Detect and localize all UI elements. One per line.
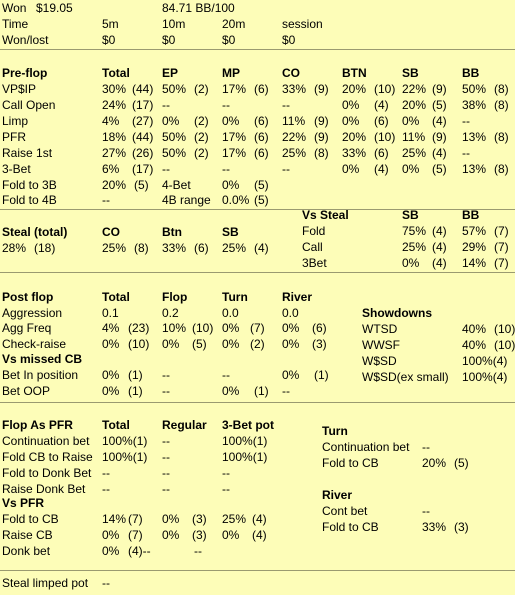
bet-in-position-value: -- bbox=[162, 368, 170, 382]
preflop-cell: 0% bbox=[342, 98, 360, 112]
agg-freq-value: (23) bbox=[128, 321, 150, 335]
flop-pfr-cell: -- bbox=[222, 482, 230, 496]
preflop-cell: (8) bbox=[494, 130, 509, 144]
preflop-cell: 4% bbox=[102, 114, 120, 128]
agg-freq-value: (10) bbox=[192, 321, 214, 335]
vs-steal-cell: (7) bbox=[494, 240, 509, 254]
preflop-cell: 50% bbox=[162, 82, 187, 96]
preflop-cell: Raise 1st bbox=[2, 146, 53, 160]
steal-sb-count: (4) bbox=[254, 241, 269, 255]
turn-fold-cb-label: Fold to CB bbox=[322, 456, 379, 470]
donk-bet-value: -- bbox=[194, 544, 202, 558]
check-raise-label: Check-raise bbox=[2, 337, 67, 351]
showdowns-cell: 100%(4) bbox=[462, 370, 508, 384]
flop-pfr-cell: Raise Donk Bet bbox=[2, 482, 86, 496]
agg-freq-value: 0% bbox=[282, 321, 300, 335]
showdowns-title: Showdowns bbox=[362, 306, 432, 320]
vs-pfr-fold-cb-value: 25% bbox=[222, 512, 247, 526]
fold-to-3bet-label: Fold to 3B bbox=[2, 178, 57, 192]
vs-pfr-raise-cb-value: 0% bbox=[222, 528, 240, 542]
vs-pfr-raise-cb-value: (4) bbox=[252, 528, 267, 542]
bet-oop-value: -- bbox=[162, 384, 170, 398]
river-cb-value: -- bbox=[422, 504, 430, 518]
bet-oop-value: (1) bbox=[254, 384, 269, 398]
vs-pfr-raise-cb-label: Raise CB bbox=[2, 528, 53, 542]
fold-to-3bet-value: 20% bbox=[102, 178, 127, 192]
flop-pfr-header: Regular bbox=[162, 418, 207, 432]
preflop-cell: (6) bbox=[254, 82, 269, 96]
flop-pfr-cell: -- bbox=[162, 482, 170, 496]
turn-title: Turn bbox=[322, 424, 348, 438]
vs-steal-cell: (4) bbox=[432, 240, 447, 254]
turn-fold-cb-count: (5) bbox=[454, 456, 469, 470]
preflop-header: Total bbox=[102, 66, 130, 80]
preflop-cell: (4) bbox=[432, 114, 447, 128]
preflop-cell: Call Open bbox=[2, 98, 56, 112]
preflop-cell: (44) bbox=[132, 130, 154, 144]
preflop-cell: (9) bbox=[314, 114, 329, 128]
vs-steal-cell: (7) bbox=[494, 224, 509, 238]
aggression-value: 0.0 bbox=[222, 306, 239, 320]
preflop-cell: 11% bbox=[402, 130, 426, 144]
vs-steal-cell: (4) bbox=[432, 256, 447, 270]
steal-co-header: CO bbox=[102, 225, 120, 239]
check-raise-value: 0% bbox=[102, 337, 120, 351]
preflop-cell: (17) bbox=[132, 162, 154, 176]
wonlost-10m: $0 bbox=[162, 33, 176, 47]
vs-steal-cell: 14% bbox=[462, 256, 487, 270]
turn-fold-cb-value: 20% bbox=[422, 456, 447, 470]
vs-steal-sb-header: SB bbox=[402, 208, 419, 222]
preflop-cell: 25% bbox=[402, 146, 427, 160]
preflop-cell: -- bbox=[222, 162, 230, 176]
preflop-cell: (5) bbox=[432, 98, 447, 112]
preflop-cell: (6) bbox=[254, 114, 269, 128]
divider bbox=[0, 402, 515, 403]
preflop-cell: (8) bbox=[314, 146, 329, 160]
steal-limped-value: -- bbox=[102, 576, 110, 590]
vs-steal-cell: 75% bbox=[402, 224, 427, 238]
preflop-cell: 27% bbox=[102, 146, 127, 160]
vs-pfr-raise-cb-value: (3) bbox=[192, 528, 207, 542]
preflop-cell: 50% bbox=[162, 146, 187, 160]
preflop-cell: 0% bbox=[222, 114, 240, 128]
bet-oop-value: (1) bbox=[128, 384, 143, 398]
agg-freq-value: (7) bbox=[250, 321, 265, 335]
check-raise-value: (5) bbox=[192, 337, 207, 351]
4bet-label: 4-Bet bbox=[162, 178, 191, 192]
vs-pfr-raise-cb-value: 0% bbox=[102, 528, 120, 542]
showdowns-cell: (10) bbox=[494, 322, 515, 336]
vs-steal-cell: Call bbox=[302, 240, 323, 254]
preflop-cell: (5) bbox=[432, 162, 447, 176]
preflop-cell: (8) bbox=[494, 98, 509, 112]
preflop-cell: -- bbox=[162, 98, 170, 112]
preflop-header: Pre-flop bbox=[2, 66, 48, 80]
preflop-cell: 0% bbox=[342, 162, 360, 176]
preflop-header: BTN bbox=[342, 66, 367, 80]
flop-pfr-header: Flop As PFR bbox=[2, 418, 73, 432]
steal-total-value: 28% bbox=[2, 241, 27, 255]
river-fold-cb-count: (3) bbox=[454, 520, 469, 534]
preflop-cell: 20% bbox=[402, 98, 427, 112]
agg-freq-label: Agg Freq bbox=[2, 321, 52, 335]
vs-steal-title: Vs Steal bbox=[302, 208, 349, 222]
check-raise-value: 0% bbox=[162, 337, 180, 351]
preflop-cell: (9) bbox=[314, 130, 329, 144]
postflop-header: Post flop bbox=[2, 290, 54, 304]
check-raise-value: 0% bbox=[222, 337, 240, 351]
divider bbox=[0, 49, 515, 50]
vs-pfr-fold-cb-value: 14% bbox=[102, 512, 127, 526]
col-20m: 20m bbox=[222, 17, 246, 31]
aggression-value: 0.0 bbox=[282, 306, 299, 320]
flop-pfr-header: 3-Bet pot bbox=[222, 418, 274, 432]
showdowns-cell: 40% bbox=[462, 338, 487, 352]
preflop-header: SB bbox=[402, 66, 419, 80]
postflop-header: Total bbox=[102, 290, 130, 304]
showdowns-cell: W$SD(ex small) bbox=[362, 370, 449, 384]
flop-pfr-cell: -- bbox=[102, 482, 110, 496]
river-fold-cb-label: Fold to CB bbox=[322, 520, 379, 534]
preflop-cell: 17% bbox=[222, 146, 247, 160]
showdowns-cell: (10) bbox=[494, 338, 515, 352]
fold-to-4bet-value: -- bbox=[102, 193, 110, 207]
preflop-cell: (44) bbox=[132, 82, 154, 96]
preflop-cell: 22% bbox=[282, 130, 307, 144]
check-raise-value: (10) bbox=[128, 337, 150, 351]
vs-steal-cell: 29% bbox=[462, 240, 487, 254]
vs-steal-cell: 0% bbox=[402, 256, 420, 270]
preflop-cell: -- bbox=[222, 98, 230, 112]
river-title: River bbox=[322, 488, 353, 502]
wonlost-20m: $0 bbox=[222, 33, 236, 47]
steal-co-value: 25% bbox=[102, 241, 127, 255]
bet-oop-value: 0% bbox=[102, 384, 120, 398]
4bet-value: 0% bbox=[222, 178, 240, 192]
won-label: Won bbox=[2, 1, 27, 15]
vs-pfr-fold-cb-value: (3) bbox=[192, 512, 207, 526]
preflop-cell: VP$IP bbox=[2, 82, 37, 96]
vs-pfr-raise-cb-value: 0% bbox=[162, 528, 180, 542]
preflop-cell: 18% bbox=[102, 130, 127, 144]
preflop-cell: (27) bbox=[132, 114, 154, 128]
preflop-cell: (10) bbox=[374, 130, 396, 144]
preflop-cell: 33% bbox=[282, 82, 307, 96]
preflop-cell: (9) bbox=[314, 82, 329, 96]
steal-btn-value: 33% bbox=[162, 241, 187, 255]
preflop-cell: 30% bbox=[102, 82, 127, 96]
preflop-cell: (4) bbox=[432, 146, 447, 160]
showdowns-cell: WTSD bbox=[362, 322, 398, 336]
preflop-cell: -- bbox=[462, 114, 470, 128]
preflop-cell: -- bbox=[162, 162, 170, 176]
divider bbox=[0, 209, 515, 210]
preflop-cell: (6) bbox=[254, 146, 269, 160]
preflop-cell: 13% bbox=[462, 130, 487, 144]
preflop-cell: 3-Bet bbox=[2, 162, 31, 176]
vs-steal-cell: (7) bbox=[494, 256, 509, 270]
showdowns-cell: 40% bbox=[462, 322, 487, 336]
vs-pfr-fold-cb-value: (4) bbox=[252, 512, 267, 526]
agg-freq-value: 10% bbox=[162, 321, 187, 335]
agg-freq-value: 0% bbox=[222, 321, 240, 335]
preflop-header: CO bbox=[282, 66, 300, 80]
divider bbox=[0, 570, 515, 571]
vs-steal-bb-header: BB bbox=[462, 208, 480, 222]
flop-pfr-cell: Continuation bet bbox=[2, 434, 90, 448]
preflop-cell: -- bbox=[282, 162, 290, 176]
preflop-cell: 17% bbox=[222, 130, 247, 144]
steal-limped-label: Steal limped pot bbox=[2, 576, 89, 590]
postflop-header: Flop bbox=[162, 290, 188, 304]
preflop-cell: -- bbox=[282, 98, 290, 112]
steal-co-count: (8) bbox=[134, 241, 149, 255]
preflop-cell: (4) bbox=[374, 162, 389, 176]
preflop-cell: (4) bbox=[374, 98, 389, 112]
aggression-value: 0.1 bbox=[102, 306, 119, 320]
vs-missed-cb-title: Vs missed CB bbox=[2, 352, 83, 366]
vs-steal-cell: 25% bbox=[402, 240, 427, 254]
preflop-cell: 33% bbox=[342, 146, 367, 160]
preflop-cell: PFR bbox=[2, 130, 26, 144]
preflop-cell: 50% bbox=[462, 82, 487, 96]
preflop-cell: (2) bbox=[194, 82, 209, 96]
check-raise-value: 0% bbox=[282, 337, 300, 351]
bb-per-100: 84.71 BB/100 bbox=[162, 1, 235, 15]
steal-total-count: (18) bbox=[34, 241, 56, 255]
bet-in-position-value: 0% bbox=[282, 368, 300, 382]
vs-pfr-title: Vs PFR bbox=[2, 496, 45, 510]
won-value: $19.05 bbox=[36, 1, 73, 15]
preflop-header: BB bbox=[462, 66, 480, 80]
river-fold-cb-value: 33% bbox=[422, 520, 447, 534]
flop-pfr-header: Total bbox=[102, 418, 130, 432]
col-10m: 10m bbox=[162, 17, 186, 31]
agg-freq-value: 4% bbox=[102, 321, 120, 335]
preflop-cell: 13% bbox=[462, 162, 487, 176]
wonlost-5m: $0 bbox=[102, 33, 116, 47]
bet-in-position-value: 0% bbox=[102, 368, 120, 382]
preflop-cell: 20% bbox=[342, 82, 367, 96]
preflop-cell: 0% bbox=[342, 114, 360, 128]
flop-pfr-cell: 100%(1) bbox=[222, 434, 268, 448]
bet-in-position-value: (1) bbox=[314, 368, 329, 382]
preflop-cell: (9) bbox=[432, 130, 447, 144]
time-label: Time bbox=[2, 17, 29, 31]
flop-pfr-cell: 100%(1) bbox=[102, 450, 148, 464]
preflop-cell: 38% bbox=[462, 98, 487, 112]
wonlost-session: $0 bbox=[282, 33, 296, 47]
bet-oop-label: Bet OOP bbox=[2, 384, 51, 398]
divider bbox=[0, 272, 515, 273]
preflop-cell: 0% bbox=[402, 114, 420, 128]
steal-sb-value: 25% bbox=[222, 241, 247, 255]
preflop-header: MP bbox=[222, 66, 240, 80]
postflop-header: Turn bbox=[222, 290, 248, 304]
bet-in-position-value: -- bbox=[222, 368, 230, 382]
check-raise-value: (2) bbox=[250, 337, 265, 351]
flop-pfr-cell: Fold to Donk Bet bbox=[2, 466, 92, 480]
aggression-label: Aggression bbox=[2, 306, 63, 320]
bet-oop-value: -- bbox=[282, 384, 290, 398]
preflop-cell: -- bbox=[462, 146, 470, 160]
flop-pfr-cell: -- bbox=[162, 434, 170, 448]
flop-pfr-cell: -- bbox=[162, 450, 170, 464]
preflop-cell: 11% bbox=[282, 114, 306, 128]
preflop-cell: (26) bbox=[132, 146, 154, 160]
preflop-cell: 25% bbox=[282, 146, 307, 160]
preflop-header: EP bbox=[162, 66, 179, 80]
bet-oop-value: 0% bbox=[222, 384, 240, 398]
4bet-count: (5) bbox=[254, 178, 269, 192]
bet-in-position-value: (1) bbox=[128, 368, 143, 382]
donk-bet-label: Donk bet bbox=[2, 544, 51, 558]
steal-btn-header: Btn bbox=[162, 225, 182, 239]
preflop-cell: 50% bbox=[162, 130, 187, 144]
preflop-cell: 0% bbox=[402, 162, 420, 176]
preflop-cell: (8) bbox=[494, 82, 509, 96]
flop-pfr-cell: -- bbox=[102, 466, 110, 480]
showdowns-cell: WWSF bbox=[362, 338, 400, 352]
fold-to-3bet-count: (5) bbox=[134, 178, 149, 192]
preflop-cell: 24% bbox=[102, 98, 127, 112]
flop-pfr-cell: -- bbox=[222, 466, 230, 480]
preflop-cell: (6) bbox=[374, 146, 389, 160]
donk-bet-value: 0% bbox=[102, 544, 120, 558]
preflop-cell: (6) bbox=[374, 114, 389, 128]
4bet-range-value: 0.0% bbox=[222, 193, 250, 207]
aggression-value: 0.2 bbox=[162, 306, 179, 320]
vs-steal-cell: (4) bbox=[432, 224, 447, 238]
steal-sb-header: SB bbox=[222, 225, 239, 239]
vs-steal-cell: 3Bet bbox=[302, 256, 327, 270]
preflop-cell: 6% bbox=[102, 162, 120, 176]
steal-total-title: Steal (total) bbox=[2, 225, 68, 239]
vs-steal-cell: 57% bbox=[462, 224, 487, 238]
flop-pfr-cell: 100%(1) bbox=[102, 434, 148, 448]
preflop-cell: (2) bbox=[194, 114, 209, 128]
showdowns-cell: W$SD bbox=[362, 354, 397, 368]
4bet-range-count: (5) bbox=[254, 193, 269, 207]
turn-cb-label: Continuation bet bbox=[322, 440, 410, 454]
4bet-range-label: 4B range bbox=[162, 193, 211, 207]
showdowns-cell: 100%(4) bbox=[462, 354, 508, 368]
flop-pfr-cell: -- bbox=[162, 466, 170, 480]
agg-freq-value: (6) bbox=[312, 321, 327, 335]
vs-steal-cell: Fold bbox=[302, 224, 326, 238]
preflop-cell: 20% bbox=[342, 130, 367, 144]
col-session: session bbox=[282, 17, 323, 31]
donk-bet-value: (4)-- bbox=[128, 544, 151, 558]
preflop-cell: (2) bbox=[194, 146, 209, 160]
preflop-cell: 22% bbox=[402, 82, 427, 96]
col-5m: 5m bbox=[102, 17, 119, 31]
flop-pfr-cell: Fold CB to Raise bbox=[2, 450, 93, 464]
steal-btn-count: (6) bbox=[194, 241, 209, 255]
check-raise-value: (3) bbox=[312, 337, 327, 351]
preflop-cell: (17) bbox=[132, 98, 154, 112]
preflop-cell: 17% bbox=[222, 82, 247, 96]
turn-cb-value: -- bbox=[422, 440, 430, 454]
wonlost-label: Won/lost bbox=[2, 33, 49, 47]
vs-pfr-raise-cb-value: (7) bbox=[128, 528, 143, 542]
vs-pfr-fold-cb-label: Fold to CB bbox=[2, 512, 59, 526]
vs-pfr-fold-cb-value: (7) bbox=[128, 512, 143, 526]
fold-to-4bet-label: Fold to 4B bbox=[2, 193, 57, 207]
preflop-cell: (6) bbox=[254, 130, 269, 144]
river-cb-label: Cont bet bbox=[322, 504, 368, 518]
preflop-cell: (8) bbox=[494, 162, 509, 176]
preflop-cell: (9) bbox=[432, 82, 447, 96]
preflop-cell: Limp bbox=[2, 114, 29, 128]
postflop-header: River bbox=[282, 290, 313, 304]
preflop-cell: (10) bbox=[374, 82, 396, 96]
preflop-cell: (2) bbox=[194, 130, 209, 144]
bet-in-position-label: Bet In position bbox=[2, 368, 79, 382]
vs-pfr-fold-cb-value: 0% bbox=[162, 512, 180, 526]
flop-pfr-cell: 100%(1) bbox=[222, 450, 268, 464]
preflop-cell: 0% bbox=[162, 114, 180, 128]
